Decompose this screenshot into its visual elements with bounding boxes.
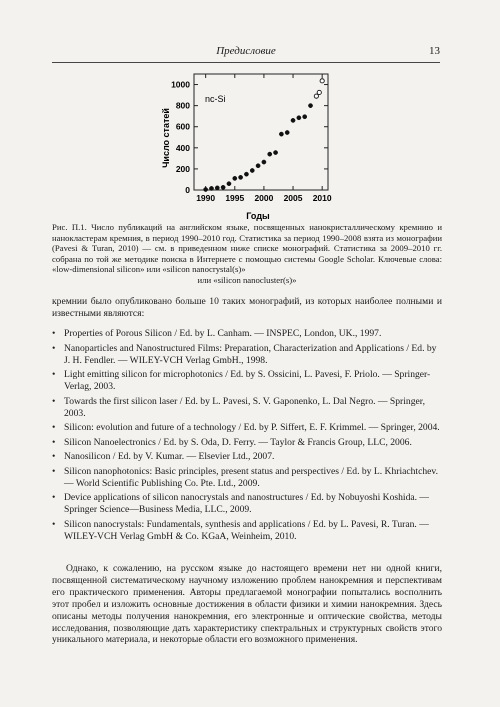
list-item-text: Device applications of silicon nanocrystals and nanostructures / Ed. by Nobuyoshi Koshida. — Springer Science—Business Media, LLC., 2009. (64, 492, 430, 516)
data-point (262, 160, 266, 164)
intro-paragraph: кремнии было опубликовано больше 10 таких монографий, из которых наиболее полными и известными являются: (52, 296, 442, 319)
publications-chart (150, 68, 340, 222)
plot-frame (194, 74, 328, 190)
y-tick-label: 1000 (171, 79, 190, 90)
list-item (52, 396, 442, 420)
chart-annotation: nc-Si (205, 94, 226, 104)
data-point (291, 118, 295, 122)
list-item-text: Silicon Nanoelectronics / Ed. by S. Oda, D. Ferry. — Taylor & Francis Group, LLC, 2006. (64, 436, 412, 448)
page-number: 13 (429, 45, 440, 57)
list-item (52, 422, 442, 434)
running-header (52, 44, 440, 63)
x-axis-label: Годы (246, 211, 270, 221)
data-point (239, 175, 243, 179)
header-title: Предисловие (216, 45, 276, 57)
list-item (52, 492, 442, 516)
data-point (303, 115, 307, 119)
data-point (268, 152, 272, 156)
bullet-icon: • (52, 451, 56, 463)
data-point (221, 185, 225, 189)
data-point-open (320, 79, 324, 83)
x-tick-label: 1990 (196, 193, 216, 203)
y-axis-label: Число статей (161, 108, 171, 168)
closing-paragraph: Однако, к сожалению, на русском языке до настоящего времени нет ни одной книги, посвященной систематическому научному изложению проблем нанокремния и перспективам его практического применения. Авторы предлагаемой монографии попытались восполнить этот пробел и изложить основные достижения в области физики и химии нанокремния. Здесь описаны методы получения нанокремния, его электронные и оптические свойства, методы исследования, позволяющие дать характеристику спектральных и структурных свойств этого уникального материала, и некоторые области его возможного применения. (52, 563, 442, 646)
data-point (215, 186, 219, 190)
list-item-text: Silicon: evolution and future of a technology / Ed. by P. Siffert, E. F. Krimmel. — Springer, 2004. (64, 422, 440, 434)
list-item (52, 437, 442, 449)
list-item-text: Silicon nanocrystals: Fundamentals, synthesis and applications / Ed. by L. Pavesi, R. Turan. — WILEY-VCH Verlag GmbH & Co. KGaA, Weinheim, 2010. (64, 518, 429, 542)
bullet-icon: • (52, 492, 56, 504)
bullet-icon: • (52, 395, 56, 407)
data-point (209, 186, 213, 190)
bullet-icon: • (52, 436, 56, 448)
data-point (204, 187, 208, 191)
y-tick-label: 600 (175, 121, 190, 132)
list-item (52, 451, 442, 463)
x-tick-label: 2010 (312, 193, 332, 203)
data-point (308, 104, 312, 108)
list-item (52, 369, 442, 393)
caption-last-line: или «silicon nanocluster(s)» (197, 274, 297, 285)
chart-ticks (171, 74, 332, 203)
data-point (256, 164, 260, 168)
x-tick-label: 2005 (283, 193, 303, 203)
list-item (52, 519, 442, 543)
list-item-text: Properties of Porous Silicon / Ed. by L. Canham. — INSPEC, London, UK., 1997. (64, 328, 382, 339)
bullet-icon: • (52, 518, 56, 530)
list-item-text: Towards the first silicon laser / Ed. by L. Pavesi, S. V. Gaponenko, L. Dal Negro. — Springer, 2003. (64, 395, 425, 419)
list-item (52, 328, 442, 340)
list-item-text: Silicon nanophotonics: Basic principles, present status and perspectives / Ed. by L. Khriachtchev. — World Scientific Publishing Co. Pte. Ltd., 2009. (64, 465, 438, 489)
data-point-open (314, 94, 318, 98)
data-point (297, 116, 301, 120)
bullet-icon: • (52, 422, 56, 434)
list-item-text: Light emitting silicon for microphotonics / Ed. by S. Ossicini, L. Pavesi, F. Priolo. — Springer-Verlag, 2003. (64, 369, 431, 392)
y-tick-label: 400 (175, 142, 190, 153)
data-point (279, 132, 283, 136)
monograph-list (52, 328, 442, 545)
figure-caption (52, 222, 442, 286)
bullet-icon: • (52, 328, 56, 339)
y-tick-label: 800 (175, 100, 190, 111)
chart-axes (194, 74, 328, 190)
y-tick-label: 200 (175, 163, 190, 174)
data-point (244, 172, 248, 176)
bullet-icon: • (52, 465, 56, 477)
data-point (250, 168, 254, 172)
x-tick-label: 1995 (225, 193, 245, 203)
bullet-icon: • (52, 369, 56, 381)
data-point (273, 150, 277, 154)
data-point (285, 130, 289, 134)
list-item-text: Nanoparticles and Nanostructured Films: Preparation, Characterization and Applications / Ed. by J. H. Fendler. — WILEY-VCH Verlag GmbH., 1998. (64, 342, 437, 366)
y-tick-label: 0 (185, 185, 190, 195)
caption-text: Рис. П.1. Число публикаций на английском языке, посвященных нанокристаллическому кремнию и нанокластерам кремния, в период 1990–2010 год. Статистика за период 1990–2008 взята из монографии (Pavesi & Turan, 2010) — см. в приведенном ниже списке монографий. Статистика за 2009–2010 гг. собрана по той же методике поиска в Интернете с помощью системы Google Scholar. Ключевые слова: «low-dimensional silicon» или «silicon nanocrystal(s)» (52, 222, 442, 275)
list-item (52, 466, 442, 490)
data-point (227, 182, 231, 186)
list-item-text: Nanosilicon / Ed. by V. Kumar. — Elsevier Ltd., 2007. (64, 451, 275, 463)
x-tick-label: 2000 (254, 193, 274, 203)
data-point (233, 176, 237, 180)
bullet-icon: • (52, 342, 56, 354)
list-item (52, 343, 442, 367)
data-point-open (317, 90, 321, 94)
